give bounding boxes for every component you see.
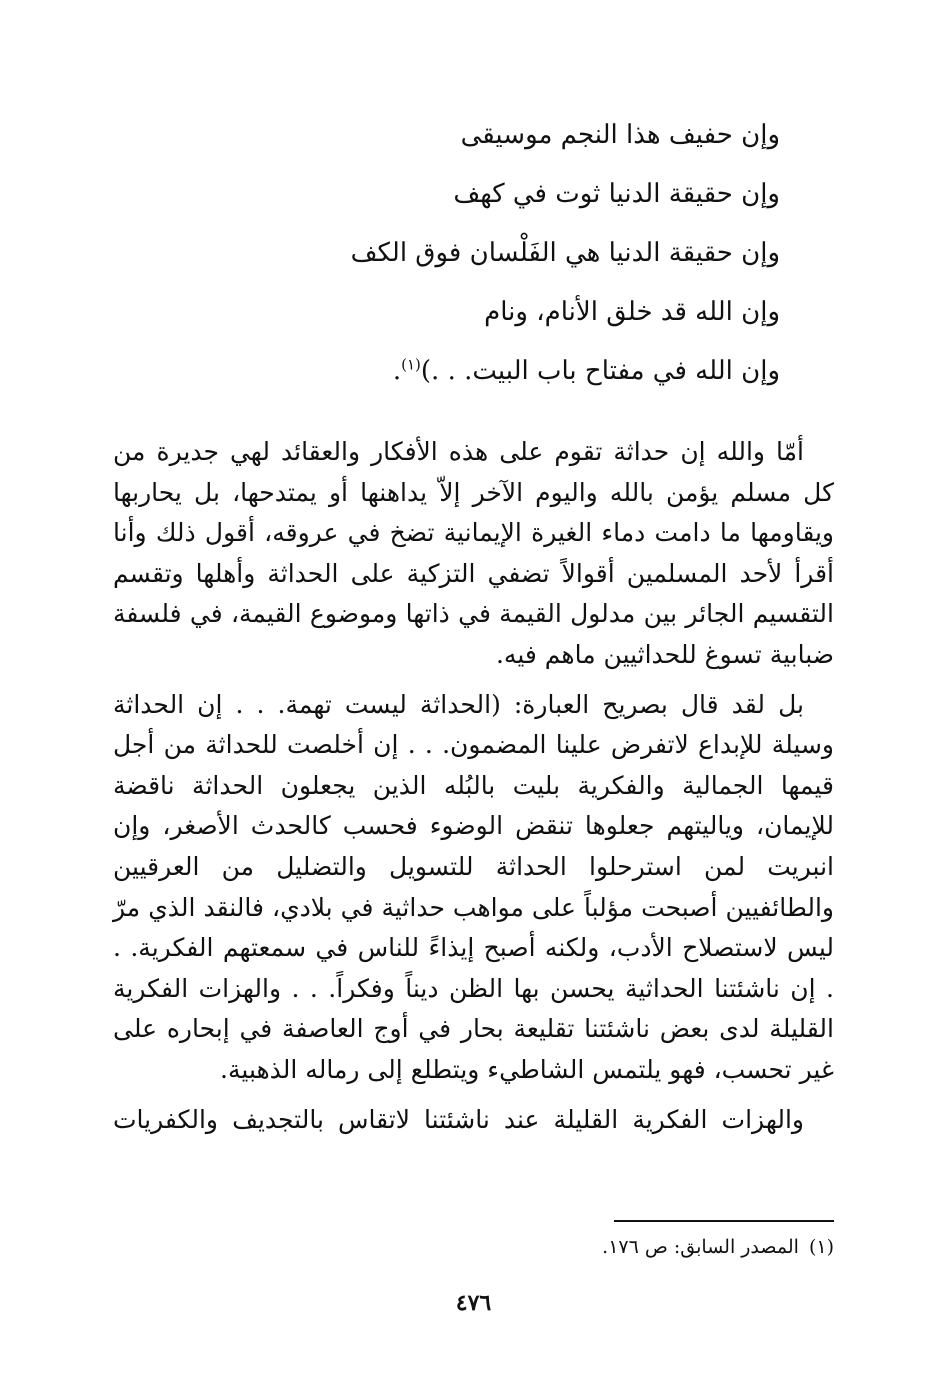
poem-line: وإن الله قد خلق الأنام، ونام [484, 297, 780, 327]
poem-quote [220, 112, 780, 407]
paragraph-continued: والهزات الفكرية القليلة عند ناشئتنا لاتقاس بالتجديف والكفريات [113, 1104, 804, 1134]
poem-line: وإن حفيف هذا النجم موسيقى [460, 120, 780, 150]
footnote-text: المصدر السابق: ص ١٧٦. [602, 1236, 799, 1258]
poem-line: وإن حقيقة الدنيا ثوت في كهف [453, 179, 780, 209]
poem-line-last [220, 348, 780, 407]
footnote-divider [614, 1220, 834, 1222]
footnote-number: (١) [808, 1236, 834, 1258]
footnote-reference[interactable]: (١) [401, 355, 421, 374]
page-number: ٤٧٦ [455, 1290, 492, 1316]
body-text [113, 432, 834, 1149]
paragraph: أمّا والله إن حداثة تقوم على هذه الأفكار والعقائد لهي جديرة من كل مسلم يؤمن بالله واليوم الآخر إلاّ يداهنها أو يمتدحها، بل يحاربها ويقاومها ما دامت دماء الغيرة الإيمانية تضخ في عروقه، أقول ذلك وأنا أقرأ لأحد المسلمين أقوالاً تضفي التزكية على الحداثة وأهلها وتقسم التقسيم الجائر بين مدلول القيمة في ذاتها وموضوع القيمة، في فلسفة ضبابية تسوغ للحداثيين ماهم فيه. [113, 437, 834, 669]
footnote [602, 1232, 834, 1262]
paragraph: بل لقد قال بصريح العبارة: (الحداثة ليست تهمة. . . إن الحداثة وسيلة للإبداع لاتفرض علينا المضمون. . . إن أخلصت للحداثة من أجل قيمها الجمالية والفكرية بليت بالبُله الذين يجعلون الحداثة ناقضة للإيمان، وياليتهم جعلوها تنقض الوضوء فحسب كالحدث الأصغر، وإن انبريت لمن استرحلوا الحداثة للتسويل والتضليل من العرقيين والطائفيين أصبحت مؤلباً على مواهب حداثية في بلادي، فالنقد الذي مرّ ليس لاستصلاح الأدب، ولكنه أصبح إيذاءً للناس في سمعتهم الفكرية. . . إن ناشئتنا الحداثية يحسن بها الظن ديناً وفكراً. . . والهزات الفكرية القليلة لدى بعض ناشئتنا تقليعة بحار في أوج العاصفة في إبحاره على غير تحسب، فهو يلتمس الشاطيء ويتطلع إلى رماله الذهبية. [113, 689, 834, 1084]
poem-line-text: وإن الله في مفتاح باب البيت. . .) [420, 356, 780, 386]
poem-line: وإن حقيقة الدنيا هي الفَلْسان فوق الكف [350, 238, 780, 268]
poem-line-end: . [392, 356, 402, 386]
